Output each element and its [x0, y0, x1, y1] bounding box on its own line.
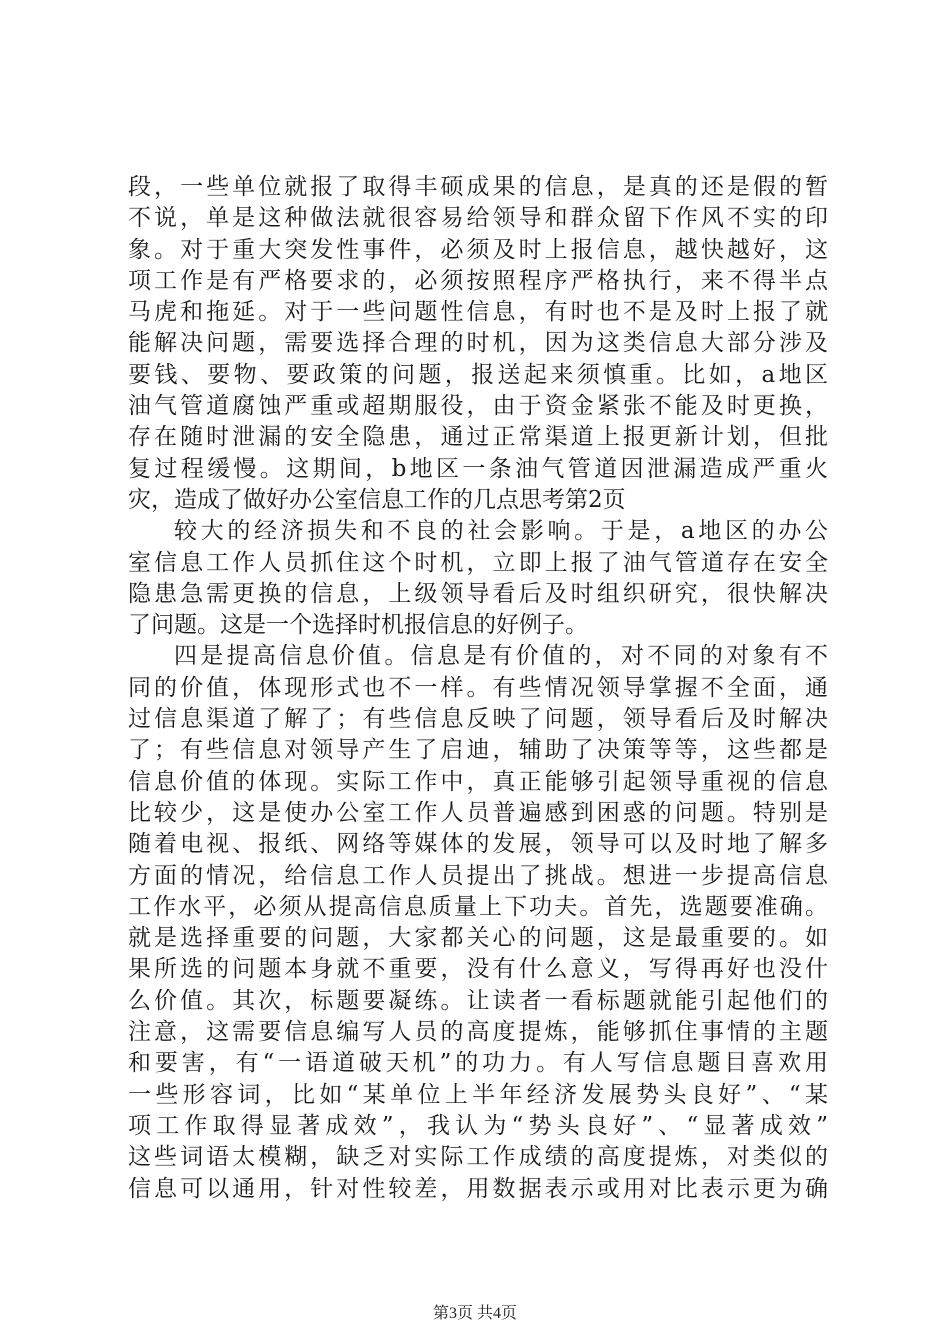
text-line: 复过程缓慢。这期间，b地区一条油气管道因泄漏造成严重火	[128, 455, 828, 482]
text-line: 就是选择重要的问题，大家都关心的问题，这是最重要的。如	[128, 925, 828, 952]
text-line: 么价值。其次，标题要凝练。让读者一看标题就能引起他们的	[128, 987, 828, 1014]
text-line: 信息可以通用，针对性较差，用数据表示或用对比表示更为确	[128, 1175, 828, 1202]
text-line: 灾，造成了做好办公室信息工作的几点思考第2页	[128, 486, 626, 513]
page-footer: 第3页 共4页	[432, 1305, 517, 1322]
text-line: 要钱、要物、要政策的问题，报送起来须慎重。比如，a地区	[128, 361, 828, 388]
text-line: 比较少，这是使办公室工作人员普遍感到困惑的问题。特别是	[128, 799, 828, 826]
text-line: 信息价值的体现。实际工作中，真正能够引起领导重视的信息	[128, 768, 828, 795]
text-line: 油气管道腐蚀严重或超期服役，由于资金紧张不能及时更换，	[128, 393, 828, 420]
body-text	[128, 172, 828, 1205]
text-line: 随着电视、报纸、网络等媒体的发展，领导可以及时地了解多	[128, 831, 828, 858]
text-line: 隐患急需更换的信息，上级领导看后及时组织研究，很快解决	[128, 580, 828, 607]
text-line: 段，一些单位就报了取得丰硕成果的信息，是真的还是假的暂	[128, 174, 828, 200]
text-line: 注意，这需要信息编写人员的高度提炼，能够抓住事情的主题	[128, 1019, 828, 1046]
text-line: 这些词语太模糊，缺乏对实际工作成绩的高度提炼，对类似的	[128, 1144, 828, 1171]
text-line: 存在随时泄漏的安全隐患，通过正常渠道上报更新计划，但批	[128, 424, 828, 451]
text-line: 和要害，有“一语道破天机”的功力。有人写信息题目喜欢用	[128, 1050, 828, 1077]
text-line: 项工作取得显著成效”，我认为“势头良好”、“显著成效”	[128, 1112, 828, 1139]
text-line: 室信息工作人员抓住这个时机，立即上报了油气管道存在安全	[128, 549, 828, 576]
paragraph-first-line: 四是提高信息价值。信息是有价值的，对不同的对象有不	[174, 643, 828, 670]
text-line: 过信息渠道了解了；有些信息反映了问题，领导看后及时解决	[128, 706, 828, 733]
text-line: 同的价值，体现形式也不一样。有些情况领导掌握不全面，通	[128, 674, 828, 701]
text-line: 马虎和拖延。对于一些问题性信息，有时也不是及时上报了就	[128, 299, 828, 326]
text-line: 工作水平，必须从提高信息质量上下功夫。首先，选题要准确。	[128, 893, 828, 920]
text-line: 象。对于重大突发性事件，必须及时上报信息，越快越好，这	[128, 236, 828, 263]
text-line: 了问题。这是一个选择时机报信息的好例子。	[128, 612, 588, 639]
text-line: 了；有些信息对领导产生了启迪，辅助了决策等等，这些都是	[128, 737, 828, 764]
text-line: 不说，单是这种做法就很容易给领导和群众留下作风不实的印	[128, 205, 828, 232]
text-line: 一些形容词，比如“某单位上半年经济发展势头良好”、“某	[128, 1081, 828, 1108]
text-line: 项工作是有严格要求的，必须按照程序严格执行，来不得半点	[128, 267, 828, 294]
text-line: 果所选的问题本身就不重要，没有什么意义，写得再好也没什	[128, 956, 828, 983]
text-line: 方面的情况，给信息工作人员提出了挑战。想进一步提高信息	[128, 862, 828, 889]
paragraph-first-line: 较大的经济损失和不良的社会影响。于是，a地区的办公	[174, 518, 828, 545]
text-line: 能解决问题，需要选择合理的时机，因为这类信息大部分涉及	[128, 330, 828, 357]
